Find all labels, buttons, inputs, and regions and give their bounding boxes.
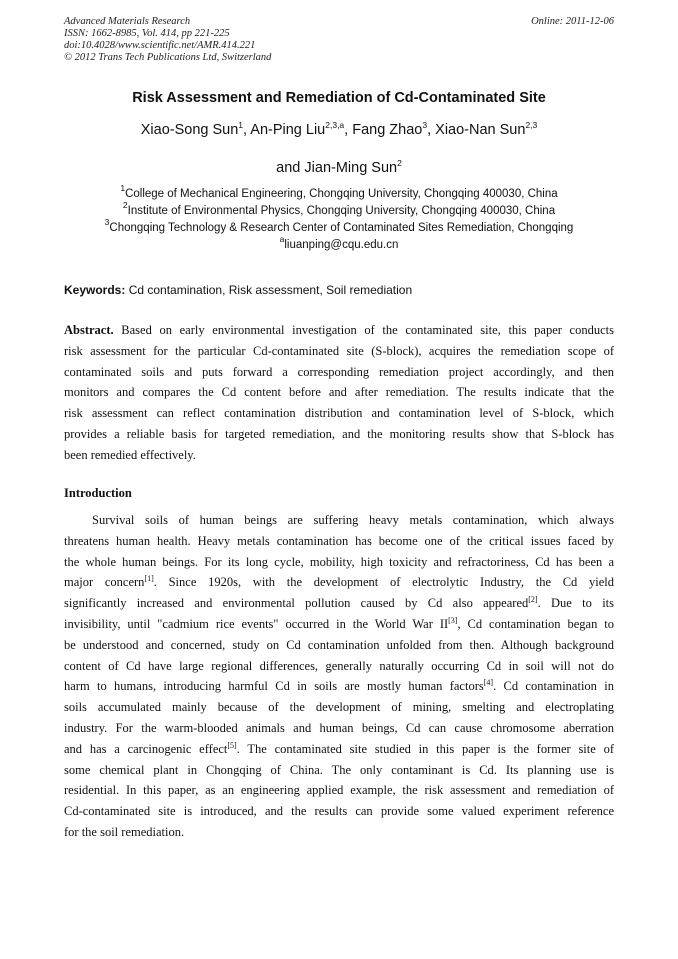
- introduction-text: the whole human beings. For its long cycle, mobility, high toxicity and refractoriness, Cd has been a: [64, 554, 614, 569]
- author-name: Fang Zhao: [352, 122, 423, 138]
- author-affiliation-mark: 2,3,a: [325, 120, 345, 130]
- introduction-line: [64, 718, 614, 739]
- introduction-text: major concern: [64, 575, 145, 590]
- citation-mark: [4]: [483, 678, 494, 688]
- introduction-line: [64, 676, 614, 697]
- author-affiliation-mark: 3: [422, 120, 428, 130]
- paper-title: Risk Assessment and Remediation of Cd-Contaminated Site: [132, 90, 546, 106]
- affiliation-mark: 1: [120, 183, 126, 193]
- introduction-line: [64, 697, 614, 718]
- introduction-text: be understood and concerned, study on Cd contamination unfolded from then. Although background: [64, 637, 614, 652]
- introduction-text: . Cd contamination in: [493, 679, 614, 694]
- introduction-line: [64, 760, 614, 781]
- introduction-text: soils accumulated mainly because of the development of mining, smelting and electroplating: [64, 700, 614, 715]
- abstract-line: [64, 320, 614, 341]
- issn-line: ISSN: 1662-8985, Vol. 414, pp 221-225: [64, 28, 230, 39]
- affiliation-3: [0, 217, 678, 234]
- affiliation-text: Institute of Environmental Physics, Chongqing University, Chongqing 400030, China: [127, 205, 556, 217]
- affiliation-2: [0, 200, 678, 217]
- keywords-text: Cd contamination, Risk assessment, Soil remediation: [125, 283, 413, 297]
- author-line-1: [0, 122, 678, 138]
- abstract-line-text: Based on early environmental investigation of the contaminated site, this paper conducts: [113, 323, 614, 337]
- author-separator: ,: [427, 122, 436, 138]
- doi-line: doi:10.4028/www.scientific.net/AMR.414.221: [64, 40, 256, 51]
- introduction-line: [64, 780, 614, 801]
- author-name: Xiao-Song Sun: [140, 122, 239, 138]
- introduction-line: [64, 656, 614, 677]
- affiliation-mark: 2: [122, 200, 128, 210]
- author-line-2: [0, 160, 678, 176]
- abstract-line: provides a reliable basis for targeted remediation, and the monitoring results show that S-block has: [64, 426, 614, 441]
- citation-mark: [3]: [448, 615, 458, 625]
- abstract-line: been remedied effectively.: [64, 447, 196, 462]
- author-affiliation-mark: 2,3: [525, 120, 538, 130]
- affiliation-text: Chongqing Technology & Research Center of Contaminated Sites Remediation, Chongqing: [109, 222, 574, 234]
- introduction-text: and has a carcinogenic effect: [64, 741, 228, 756]
- author-affiliation-mark: 1: [238, 120, 244, 130]
- introduction-text: significantly increased and environmental pollution caused by Cd also appeared: [64, 596, 529, 611]
- introduction-text: . Since 1920s, with the development of electrolytic Industry, the Cd yield: [153, 575, 614, 590]
- introduction-line: [64, 572, 614, 593]
- affiliation-1: [0, 183, 678, 200]
- affiliation-mark: a: [279, 234, 285, 244]
- abstract-label: Abstract.: [64, 323, 114, 337]
- introduction-text: invisibility, until "cadmium rice events" occurred in the World War II: [64, 616, 449, 631]
- journal-header: [64, 16, 614, 64]
- introduction-line: [64, 552, 614, 573]
- citation-mark: [5]: [227, 740, 237, 750]
- citation-mark: [2]: [528, 595, 538, 605]
- section-heading: Introduction: [64, 486, 132, 500]
- introduction-text: residential. In this paper, as an engineering applied example, the risk assessment and remediation of: [64, 783, 614, 798]
- author-affiliation-mark: 2: [397, 158, 402, 168]
- introduction-text: for the soil remediation.: [64, 824, 185, 839]
- abstract-line: contaminated soils and puts forward a corresponding remediation project accordingly, and then: [64, 364, 614, 379]
- author-separator: ,: [344, 122, 353, 138]
- introduction-text: . The contaminated site studied in this paper is the former site of: [236, 741, 614, 756]
- author-name: Xiao-Nan Sun: [435, 122, 526, 138]
- copyright-line: © 2012 Trans Tech Publications Ltd, Switzerland: [64, 52, 272, 63]
- introduction-line: [64, 822, 614, 843]
- introduction-text: Cd-contaminated site is introduced, and the results can provide some valued experiment reference: [64, 804, 614, 819]
- introduction-text: some chemical plant in Chongqing of China. The only contaminant is Cd. Its planning use is: [64, 762, 614, 777]
- corresponding-email: [0, 234, 678, 251]
- introduction-text: . Due to its: [537, 596, 614, 611]
- abstract-line: risk assessment can reflect contamination distribution and contamination level of S-block, which: [64, 406, 614, 421]
- online-date: Online: 2011-12-06: [531, 16, 614, 27]
- introduction-line: [64, 801, 614, 822]
- affiliation-text: College of Mechanical Engineering, Chongqing University, Chongqing 400030, China: [125, 188, 558, 200]
- introduction-line: [64, 739, 614, 760]
- abstract-line: monitors and compares the Cd content before and after remediation. The results indicate that the: [64, 385, 614, 400]
- introduction-line: [64, 635, 614, 656]
- citation-mark: [1]: [144, 574, 154, 584]
- introduction-text: , Cd contamination began to: [457, 616, 614, 631]
- introduction-body: [64, 510, 614, 843]
- author-name: Jian-Ming Sun: [304, 160, 398, 176]
- abstract: [64, 320, 614, 466]
- introduction-text: industry. For the warm-blooded animals and human beings, Cd can cause chromosome aberration: [64, 720, 614, 735]
- introduction-text: harm to humans, introducing harmful Cd in soils are mostly human factors: [64, 679, 484, 694]
- email-address: liuanping@cqu.edu.cn: [284, 239, 399, 251]
- introduction-text: threatens human health. Heavy metals contamination has become one of the critical issues faced by: [64, 533, 614, 548]
- author-and: and: [276, 160, 305, 176]
- introduction-line: [64, 531, 614, 552]
- author-separator: ,: [243, 122, 251, 138]
- introduction-text: Survival soils of human beings are suffering heavy metals contamination, which always: [92, 513, 614, 527]
- author-name: An-Ping Liu: [250, 122, 326, 138]
- keywords: [64, 283, 412, 297]
- introduction-line: [64, 614, 614, 635]
- introduction-text: content of Cd have large regional differences, generally naturally occurring Cd in soil will not do: [64, 658, 614, 673]
- affiliation-mark: 3: [104, 217, 110, 227]
- introduction-line: [64, 593, 614, 614]
- abstract-line: risk assessment for the particular Cd-contaminated site (S-block), acquires the remediation scope of: [64, 343, 614, 358]
- introduction-line: [64, 510, 614, 531]
- keywords-label: Keywords:: [64, 283, 126, 297]
- journal-name: Advanced Materials Research: [64, 16, 191, 27]
